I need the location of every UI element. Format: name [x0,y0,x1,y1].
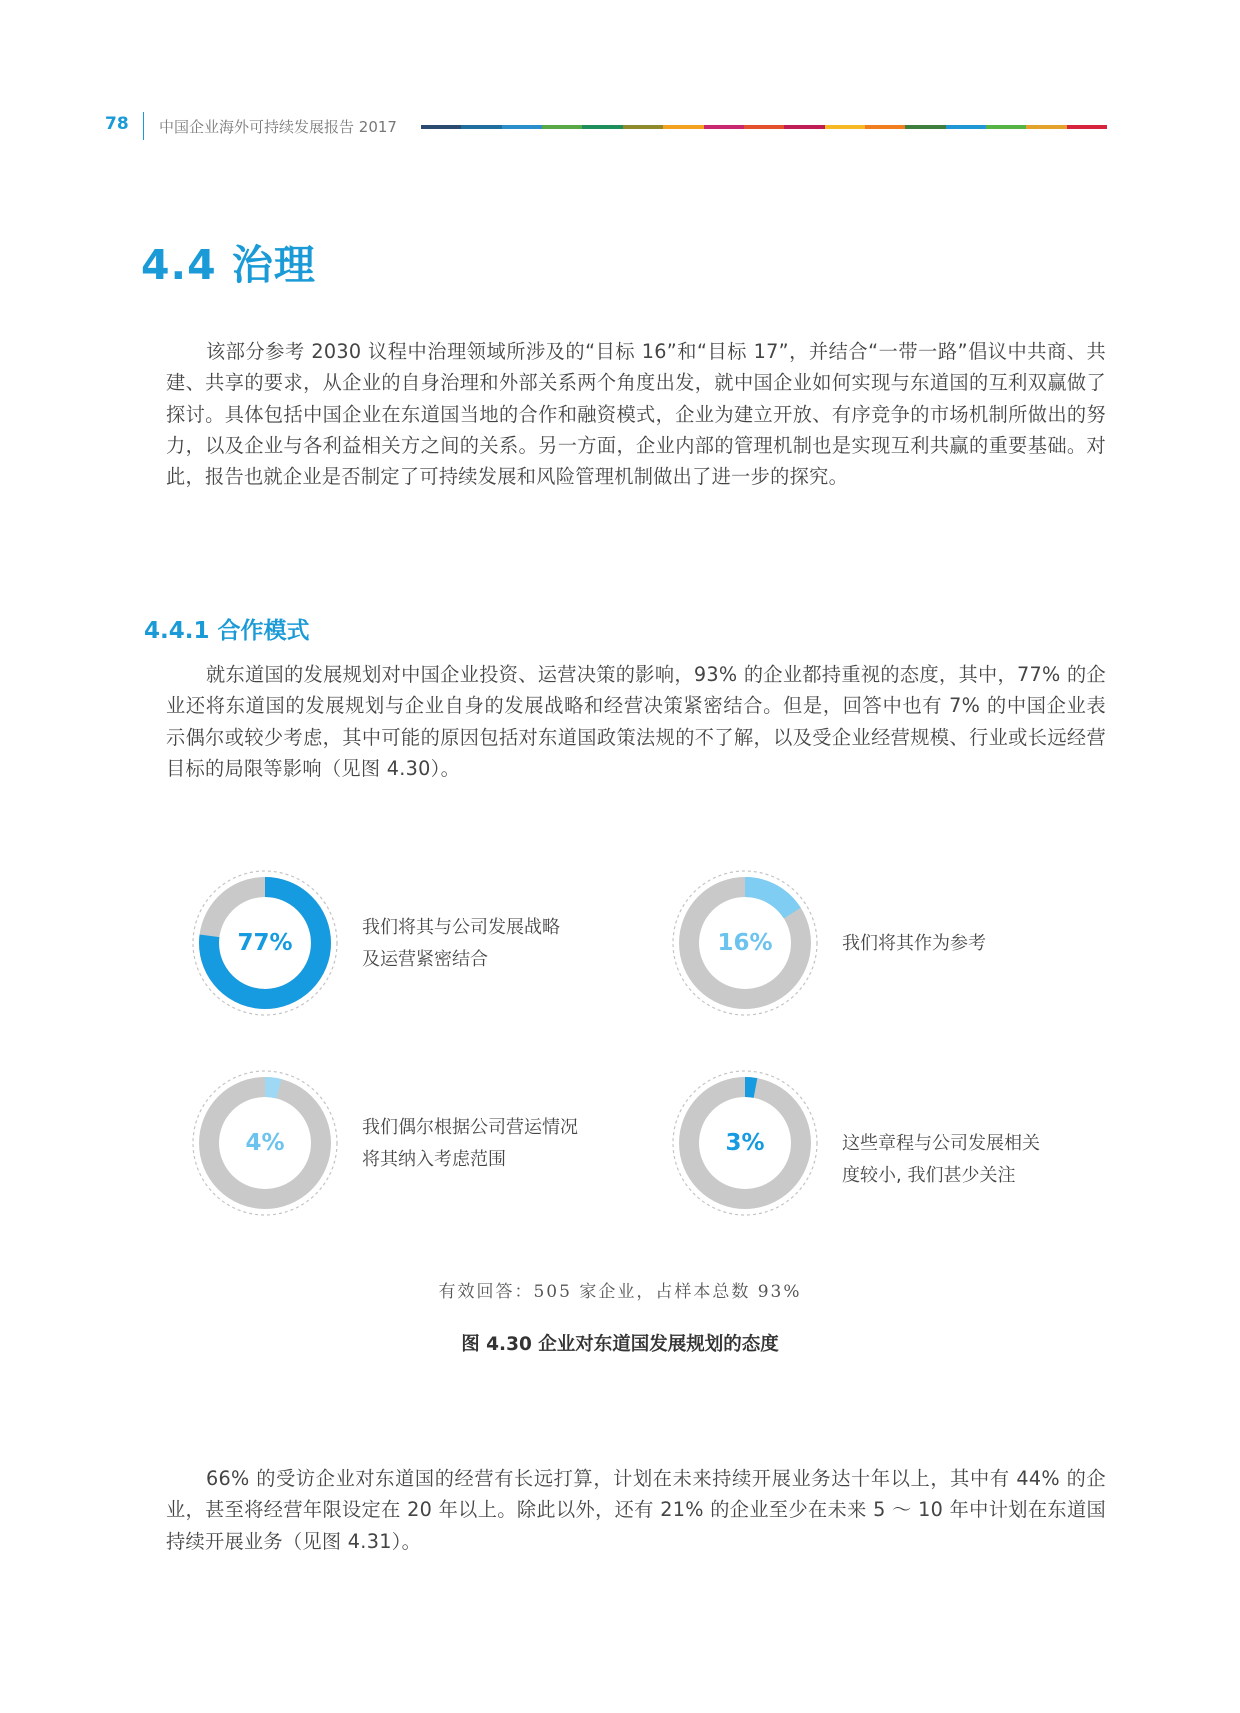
donut-value: 77% [237,930,293,956]
donut-label-line: 我们将其与公司发展战略 [362,917,560,938]
sdg-color-segment [704,125,744,129]
sdg-color-segment [421,125,461,129]
sdg-color-segment [825,125,865,129]
subsection-title: 4.4.1 合作模式 [144,618,310,644]
section-title: 4.4 治理 [141,241,316,289]
sdg-color-segment [502,125,542,129]
donut-label [362,1112,602,1176]
sdg-color-segment [461,125,501,129]
sdg-color-segment [865,125,905,129]
body-paragraph: 66% 的受访企业对东道国的经营有长远打算，计划在未来持续开展业务达十年以上，其中有 44% 的企业，甚至将经营年限设定在 20 年以上。除此以外，还有 21% 的企业至少在未来 5 ～ 10 年中计划在东道国持续开展业务（见图 4.31）。 [166,1467,1106,1553]
donut-chart-1 [190,868,340,1018]
donut-value: 16% [717,930,773,956]
donut-value: 3% [725,1130,765,1156]
sdg-color-segment [784,125,824,129]
sdg-color-segment [542,125,582,129]
donut-label-line: 我们偶尔根据公司营运情况 [362,1117,578,1138]
page-number: 78 [105,114,129,134]
donut-label-line: 及运营紧密结合 [362,949,488,970]
donut-chart-2 [670,868,820,1018]
sdg-color-bar [421,125,1107,129]
report-title: 中国企业海外可持续发展报告 2017 [159,118,397,136]
sdg-color-segment [986,125,1026,129]
sdg-color-segment [946,125,986,129]
sdg-color-segment [582,125,622,129]
donut-label-line: 将其纳入考虑范围 [362,1149,506,1170]
donut-chart-3 [190,1068,340,1218]
donut-chart-4 [670,1068,820,1218]
donut-label [362,912,602,976]
donut-label [842,928,1082,960]
intro-paragraph: 该部分参考 2030 议程中治理领域所涉及的“目标 16”和“目标 17”，并结合“一带一路”倡议中共商、共建、共享的要求，从企业的自身治理和外部关系两个角度出发，就中国企业如何实现与东道国的互利双赢做了探讨。具体包括中国企业在东道国当地的合作和融资模式，企业为建立开放、有序竞争的市场机制所做出的努力，以及企业与各利益相关方之间的关系。另一方面，企业内部的管理机制也是实现互利共赢的重要基础。对此，报告也就企业是否制定了可持续发展和风险管理机制做出了进一步的探究。 [166,340,1106,489]
sdg-color-segment [1067,125,1107,129]
figure-note: 有效回答：505 家企业，占样本总数 93% [438,1282,802,1302]
sdg-color-segment [905,125,945,129]
donut-label [842,1128,1082,1192]
sdg-color-segment [623,125,663,129]
sdg-color-segment [1026,125,1066,129]
header-divider [143,112,144,140]
donut-label-line: 我们将其作为参考 [842,933,986,954]
donut-label-line: 这些章程与公司发展相关 [842,1133,1040,1154]
body-paragraph: 就东道国的发展规划对中国企业投资、运营决策的影响，93% 的企业都持重视的态度，其中，77% 的企业还将东道国的发展规划与企业自身的发展战略和经营决策紧密结合。但是，回答中也有 7% 的中国企业表示偶尔或较少考虑，其中可能的原因包括对东道国政策法规的不了解，以及受企业经营规模、行业或长远经营目标的局限等影响（见图 4.30）。 [166,663,1106,780]
sdg-color-segment [663,125,703,129]
sdg-color-segment [744,125,784,129]
donut-value: 4% [245,1130,285,1156]
page-header [105,112,1105,140]
figure-caption: 图 4.30 企业对东道国发展规划的态度 [461,1334,779,1355]
donut-label-line: 度较小, 我们甚少关注 [842,1165,1016,1186]
